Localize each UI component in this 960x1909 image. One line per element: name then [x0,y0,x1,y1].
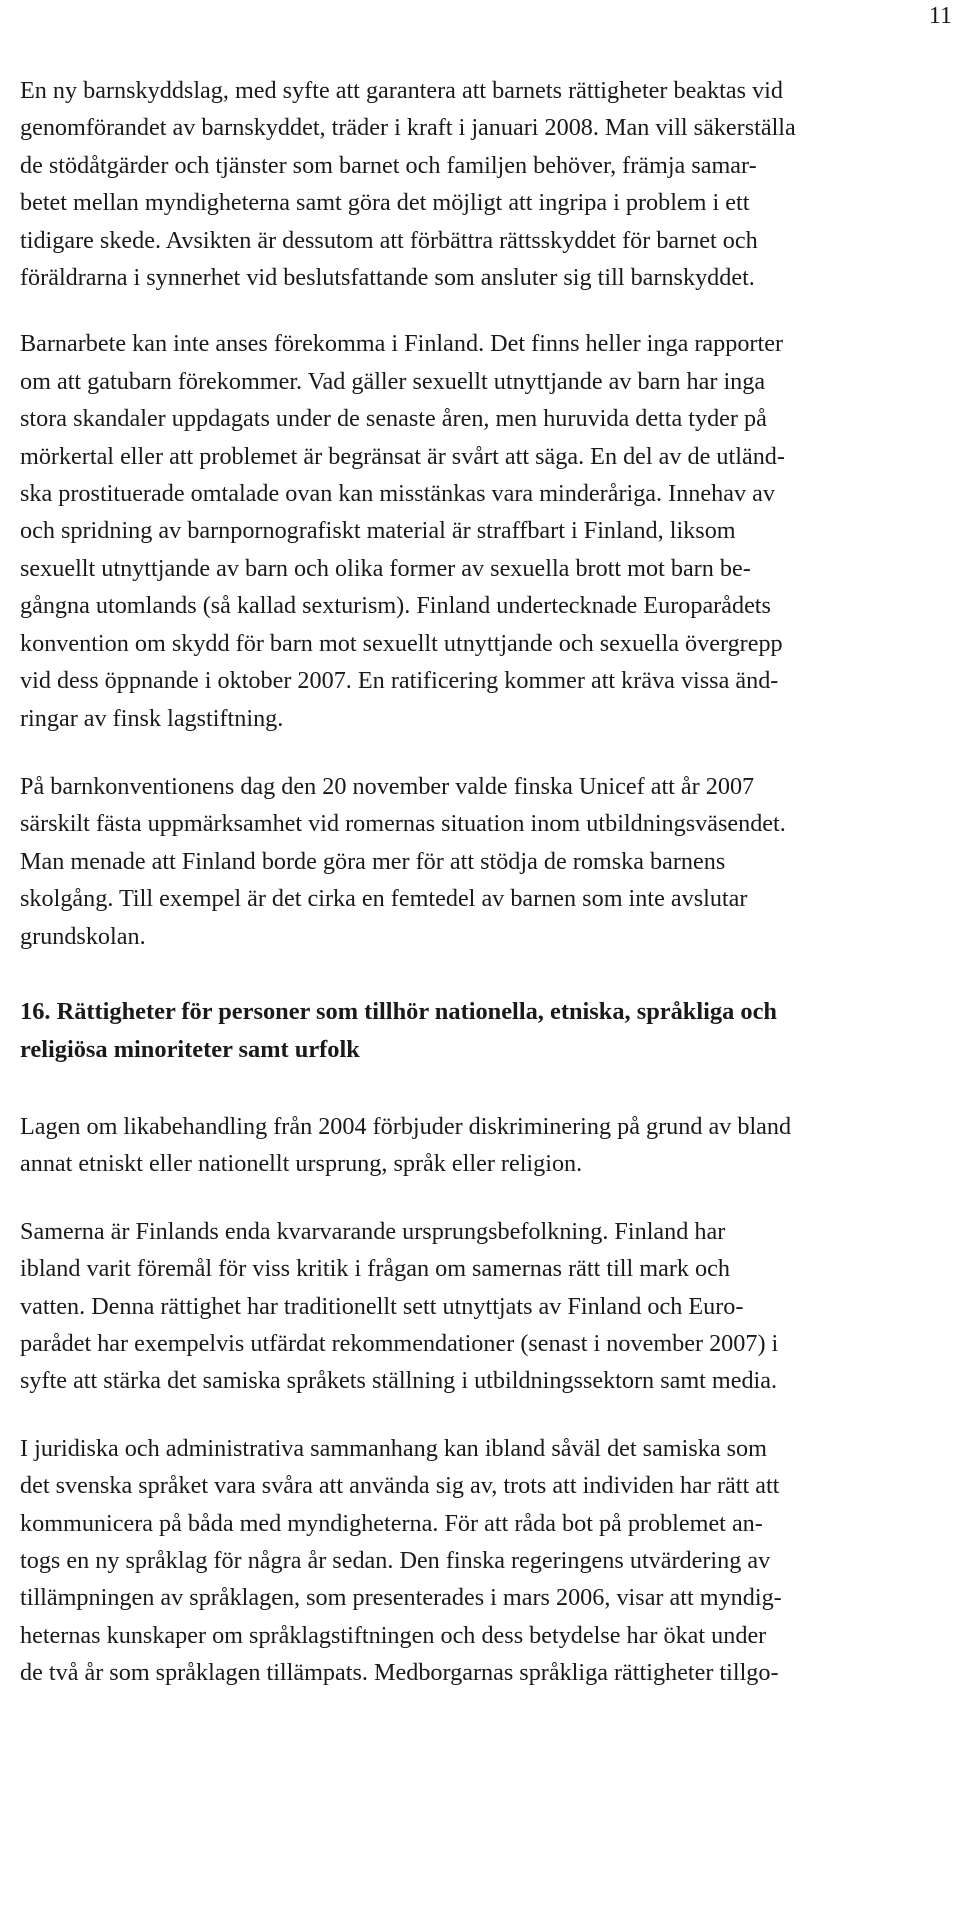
paragraph-language-rights [20,1430,950,1692]
text-line: På barnkonventionens dag den 20 november valde finska Unicef att år 2007 [20,772,755,800]
paragraph-roma-children [20,768,950,955]
text-line: ska prostituerade omtalade ovan kan misstänkas vara minderåriga. Innehav av [20,480,775,508]
text-line: Barnarbete kan inte anses förekomma i Finland. Det finns heller inga rapporter [20,330,783,358]
text-line: sexuellt utnyttjande av barn och olika former av sexuella brott mot barn be- [20,554,751,582]
text-line: ringar av finsk lagstiftning. [20,704,284,732]
text-line: annat etniskt eller nationellt ursprung, språk eller religion. [20,1150,583,1178]
text-line: stora skandaler uppdagats under de senaste åren, men huruvida detta tyder på [20,405,767,433]
text-line: det svenska språket vara svåra att använda sig av, trots att individen har rätt att [20,1472,780,1500]
text-line: vid dess öppnande i oktober 2007. En ratificering kommer att kräva vissa änd- [20,667,779,695]
text-line: konvention om skydd för barn mot sexuellt utnyttjande och sexuella övergrepp [20,629,783,657]
paragraph-equality-act [20,1108,950,1183]
text-line: syfte att stärka det samiska språkets ställning i utbildningssektorn samt media. [20,1367,778,1395]
text-line: togs en ny språklag för några år sedan. Den finska regeringens utvärdering av [20,1547,771,1574]
page-number: 11 [928,3,952,29]
text-line: de stödåtgärder och tjänster som barnet och familjen behöver, främja samar- [20,151,757,179]
text-line: om att gatubarn förekommer. Vad gäller sexuellt utnyttjande av barn har inga [20,367,766,395]
text-line: Man menade att Finland borde göra mer för att stödja de romska barnens [20,847,726,875]
text-line: Lagen om likabehandling från 2004 förbjuder diskriminering på grund av bland [20,1112,792,1140]
text-line: gångna utomlands (så kallad sexturism). Finland undertecknade Europarådets [20,592,771,620]
text-line: särskilt fästa uppmärksamhet vid romernas situation inom utbildningsväsendet. [20,810,786,838]
paragraph-child-welfare-act [20,72,950,296]
text-line: Samerna är Finlands enda kvarvarande ursprungsbefolkning. Finland har [20,1217,726,1245]
text-line: heternas kunskaper om språklagstiftningen och dess betydelse har ökat under [20,1621,767,1649]
heading-line: 16. Rättigheter för personer som tillhör nationella, etniska, språkliga och [20,997,778,1025]
text-line: mörkertal eller att problemet är begränsat är svårt att säga. En del av de utländ- [20,442,785,470]
text-line: grundskolan. [20,922,146,950]
text-line: kommunicera på båda med myndigheterna. För att råda bot på problemet an- [20,1509,763,1537]
text-line: parådet har exempelvis utfärdat rekommendationer (senast i november 2007) i [20,1329,779,1357]
text-line: En ny barnskyddslag, med syfte att garantera att barnets rättigheter beaktas vid [20,77,783,104]
section-heading-16 [20,993,950,1069]
text-line: föräldrarna i synnerhet vid beslutsfattande som ansluter sig till barnskyddet. [20,264,755,292]
text-line: betet mellan myndigheterna samt göra det möjligt att ingripa i problem i ett [20,189,750,217]
text-line: skolgång. Till exempel är det cirka en femtedel av barnen som inte avslutar [20,885,748,913]
document-body [20,72,950,1692]
text-line: I juridiska och administrativa sammanhang kan ibland såväl det samiska som [20,1434,767,1462]
paragraph-sami-people [20,1213,950,1400]
text-line: vatten. Denna rättighet har traditionellt sett utnyttjats av Finland och Euro- [20,1292,744,1320]
text-line: de två år som språklagen tillämpats. Medborgarnas språkliga rättigheter tillgo- [20,1659,779,1687]
paragraph-child-labour [20,325,950,736]
text-line: tillämpningen av språklagen, som presenterades i mars 2006, visar att myndig- [20,1584,782,1612]
heading-line: religiösa minoriteter samt urfolk [20,1035,360,1063]
text-line: ibland varit föremål för viss kritik i frågan om samernas rätt till mark och [20,1255,730,1283]
text-line: tidigare skede. Avsikten är dessutom att förbättra rättsskyddet för barnet och [20,226,758,254]
text-line: genomförandet av barnskyddet, träder i kraft i januari 2008. Man vill säkerställa [20,114,796,142]
text-line: och spridning av barnpornografiskt material är straffbart i Finland, liksom [20,517,736,545]
